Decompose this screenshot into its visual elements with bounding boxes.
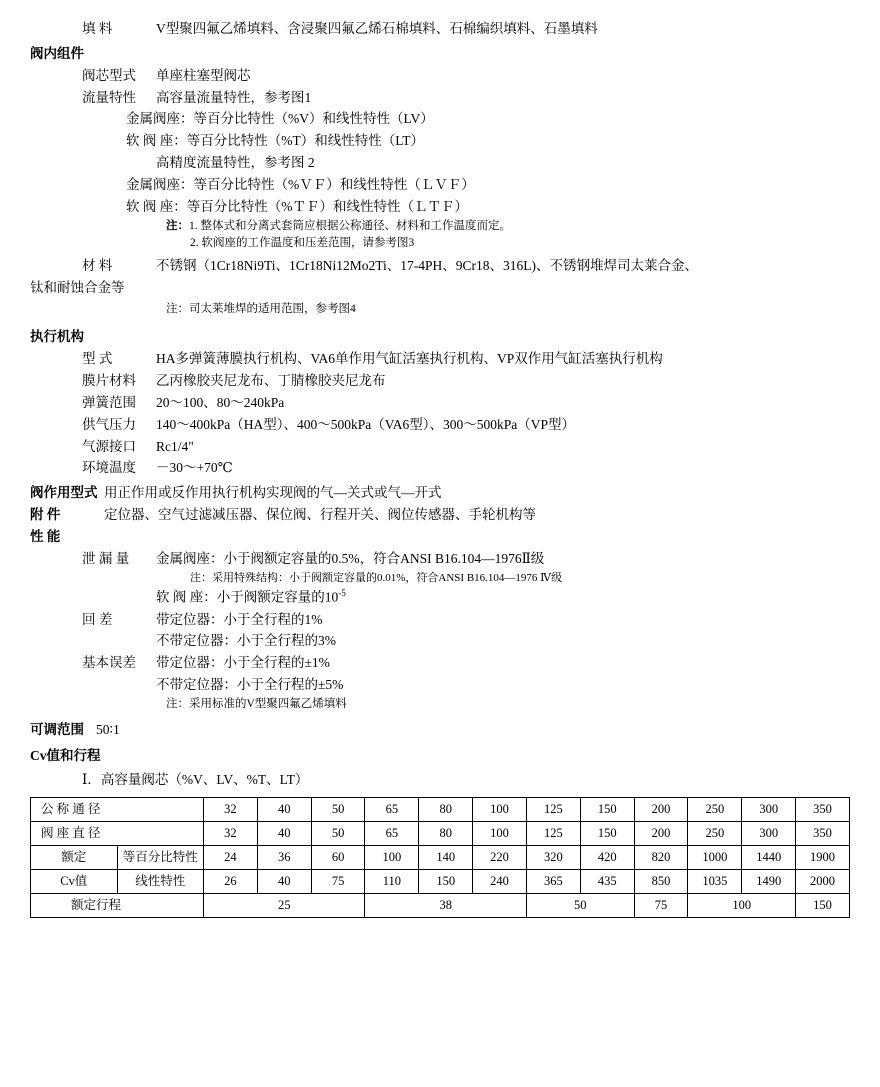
cell: 420 — [580, 845, 634, 869]
hysteresis-row-2 — [82, 630, 850, 652]
cell: 40 — [257, 821, 311, 845]
cell: 75 — [311, 869, 365, 893]
cell: 435 — [580, 869, 634, 893]
leak-soft-value: 软 阀 座：小于阀额定容量的$10^{-5}$ — [156, 588, 346, 605]
flow-char-value-2: 高精度流量特性，参考图 2 — [156, 155, 315, 171]
flow-line-metal-2: 金属阀座：等百分比特性（%ＶＦ）和线性特性（ＬＶＦ） — [126, 177, 475, 193]
cell: 240 — [473, 869, 527, 893]
cell: 40 — [257, 797, 311, 821]
cell: 32 — [204, 797, 258, 821]
cell: 2000 — [796, 869, 850, 893]
range-row — [30, 719, 850, 741]
cell: 38 — [365, 893, 526, 917]
cell: 150 — [419, 869, 473, 893]
packing-value: V型聚四氟乙烯填料、含浸聚四氟乙烯石棉填料、石棉编织填料、石墨填料 — [156, 21, 598, 36]
flow-char-label: 流量特性 — [82, 89, 136, 105]
cell: 80 — [419, 821, 473, 845]
nominal-diameter-label: 公 称 通 径 — [31, 797, 204, 821]
action-type-value: 用正作用或反作用执行机构实现阀的气—关式或气—开式 — [104, 485, 442, 501]
flow-char-value: 高容量流量特性，参考图1 — [156, 89, 312, 105]
cell: 50 — [526, 893, 634, 917]
cell: 1000 — [688, 845, 742, 869]
spring-range-row — [82, 392, 850, 414]
basic-error-value-1: 带定位器：小于全行程的±1% — [156, 655, 330, 671]
section-actuator-title: 执行机构 — [30, 329, 84, 345]
table-row — [31, 845, 850, 869]
actuator-type-row — [82, 348, 850, 370]
basic-error-row — [82, 652, 850, 674]
cell: 110 — [365, 869, 419, 893]
ambient-temp-value: －30～+70℃ — [156, 460, 233, 476]
linear-label: 线性特性 — [117, 869, 204, 893]
cell: 24 — [204, 845, 258, 869]
cell: 365 — [526, 869, 580, 893]
air-connection-label: 气源接口 — [82, 438, 136, 454]
spring-range-value: 20～100、80～240kPa — [156, 394, 285, 410]
packing-label: 填 料 — [82, 21, 113, 36]
action-type-row — [30, 482, 850, 504]
cell: 100 — [473, 821, 527, 845]
cell: 320 — [526, 845, 580, 869]
cell: 140 — [419, 845, 473, 869]
cell: 1440 — [742, 845, 796, 869]
leak-soft-exponent: -5 — [338, 588, 346, 599]
performance-title-row — [30, 526, 850, 548]
diaphragm-material-value: 乙丙橡胶夹尼龙布、丁腈橡胶夹尼龙布 — [156, 372, 386, 388]
cell: 300 — [742, 821, 796, 845]
cell: 60 — [311, 845, 365, 869]
action-type-label: 阀作用型式 — [30, 485, 98, 501]
notes-label: 注： — [166, 219, 189, 232]
table-row — [31, 893, 850, 917]
material-label: 材 料 — [82, 258, 113, 274]
range-label: 可调范围 — [30, 722, 84, 738]
basic-error-label: 基本误差 — [82, 655, 136, 671]
performance-title: 性 能 — [30, 528, 61, 544]
material-value: 不锈钢（1Cr18Ni9Ti、1Cr18Ni12Mo2Ti、17-4PH、9Cr18、316L)、不锈钢堆焊司太莱合金、 — [156, 258, 699, 274]
cell: 150 — [580, 797, 634, 821]
cell: 100 — [688, 893, 796, 917]
leak-row — [82, 548, 850, 570]
cell: 1900 — [796, 845, 850, 869]
material-value-2: 钛和耐蚀合金等 — [30, 280, 125, 296]
ambient-temp-row — [82, 457, 850, 479]
hysteresis-value-1: 带定位器：小于全行程的1% — [156, 611, 323, 627]
table-row — [31, 821, 850, 845]
cell: 350 — [796, 821, 850, 845]
cv-subtitle: Ⅰ．高容量阀芯（%V、LV、%T、LT） — [82, 771, 309, 787]
inner-notes — [166, 218, 850, 235]
air-connection-value: Rc1/4" — [156, 438, 194, 454]
cell: 65 — [365, 821, 419, 845]
performance-note: 注：采用标准的V型聚四氟乙烯填料 — [166, 697, 347, 710]
cell: 850 — [634, 869, 688, 893]
accessories-label: 附 件 — [30, 507, 61, 523]
cell: 25 — [204, 893, 365, 917]
hysteresis-value-2: 不带定位器：小于全行程的3% — [156, 633, 336, 649]
leak-metal-value: 金属阀座：小于阀额定容量的0.5%，符合ANSI B16.104—1976Ⅱ级 — [156, 550, 545, 566]
material-row — [82, 255, 850, 277]
cell: 1035 — [688, 869, 742, 893]
leak-note: 注：采用特殊结构：小于阀额定容量的0.01%，符合ANSI B16.104—1976 Ⅳ级 — [190, 571, 563, 584]
plug-type-value: 单座柱塞型阀芯 — [156, 67, 251, 83]
hysteresis-label: 回 差 — [82, 611, 113, 627]
packing-row — [82, 18, 850, 40]
cell: 200 — [634, 797, 688, 821]
cell: 250 — [688, 821, 742, 845]
table-row — [31, 797, 850, 821]
accessories-row — [30, 504, 850, 526]
cell: 36 — [257, 845, 311, 869]
leak-label: 泄 漏 量 — [82, 550, 130, 566]
material-note: 注：司太莱堆焊的适用范围，参考图4 — [166, 302, 356, 315]
cv-section-title: Cv值和行程 — [30, 748, 101, 764]
cell: 50 — [311, 797, 365, 821]
basic-error-value-2: 不带定位器：小于全行程的±5% — [156, 677, 344, 693]
equal-percentage-label: 等百分比特性 — [117, 845, 204, 869]
flow-line-soft-2: 软 阀 座：等百分比特性（%ＴＦ）和线性特性（ＬＴＦ） — [126, 198, 468, 214]
cell: 75 — [634, 893, 688, 917]
cell: 100 — [365, 845, 419, 869]
diaphragm-material-label: 膜片材料 — [82, 372, 136, 388]
cell: 125 — [526, 797, 580, 821]
plug-type-label: 阀芯型式 — [82, 67, 136, 83]
flow-char-row — [82, 87, 850, 109]
rated-stroke-label: 额定行程 — [31, 893, 204, 917]
spring-range-label: 弹簧范围 — [82, 394, 136, 410]
flow-char-row-2 — [82, 152, 850, 174]
cell: 50 — [311, 821, 365, 845]
cell: 80 — [419, 797, 473, 821]
hysteresis-row — [82, 609, 850, 631]
actuator-type-value: HA多弹簧薄膜执行机构、VA6单作用气缸活塞执行机构、VP双作用气缸活塞执行机构 — [156, 351, 663, 367]
diaphragm-material-row — [82, 370, 850, 392]
note-1: 1. 整体式和分离式套筒应根据公称通径、材料和工作温度而定。 — [189, 219, 511, 232]
cell: 220 — [473, 845, 527, 869]
basic-error-row-2 — [82, 674, 850, 696]
cell: 150 — [796, 893, 850, 917]
cell: 26 — [204, 869, 258, 893]
leak-soft-row — [82, 586, 850, 608]
cell: 820 — [634, 845, 688, 869]
actuator-type-label: 型 式 — [82, 351, 113, 367]
accessories-value: 定位器、空气过滤减压器、保位阀、行程开关、阀位传感器、手轮机构等 — [104, 507, 536, 523]
cell: 250 — [688, 797, 742, 821]
cell: 150 — [580, 821, 634, 845]
section-inner-title: 阀内组件 — [30, 45, 84, 61]
flow-line-metal: 金属阀座：等百分比特性（%V）和线性特性（LV） — [126, 111, 434, 127]
cell: 100 — [473, 797, 527, 821]
flow-line-soft: 软 阀 座：等百分比特性（%T）和线性特性（LT） — [126, 133, 424, 149]
supply-pressure-row — [82, 414, 850, 436]
cell: 350 — [796, 797, 850, 821]
supply-pressure-label: 供气压力 — [82, 416, 136, 432]
rated-label-2: Cv值 — [31, 869, 118, 893]
cell: 1490 — [742, 869, 796, 893]
note-2: 2. 软阀座的工作温度和压差范围，请参考图3 — [190, 236, 415, 249]
cell: 32 — [204, 821, 258, 845]
supply-pressure-value: 140～400kPa（HA型）、400～500kPa（VA6型）、300～500kPa（VP型） — [156, 416, 576, 432]
plug-type-row — [82, 65, 850, 87]
table-row — [31, 869, 850, 893]
range-value: 50∶1 — [96, 722, 120, 738]
cell: 300 — [742, 797, 796, 821]
cv-table — [30, 797, 850, 918]
seat-diameter-label: 阀 座 直 径 — [31, 821, 204, 845]
ambient-temp-label: 环境温度 — [82, 460, 136, 476]
cell: 125 — [526, 821, 580, 845]
cell: 65 — [365, 797, 419, 821]
cell: 40 — [257, 869, 311, 893]
cell: 200 — [634, 821, 688, 845]
air-connection-row — [82, 436, 850, 458]
rated-label-1: 额定 — [31, 845, 118, 869]
